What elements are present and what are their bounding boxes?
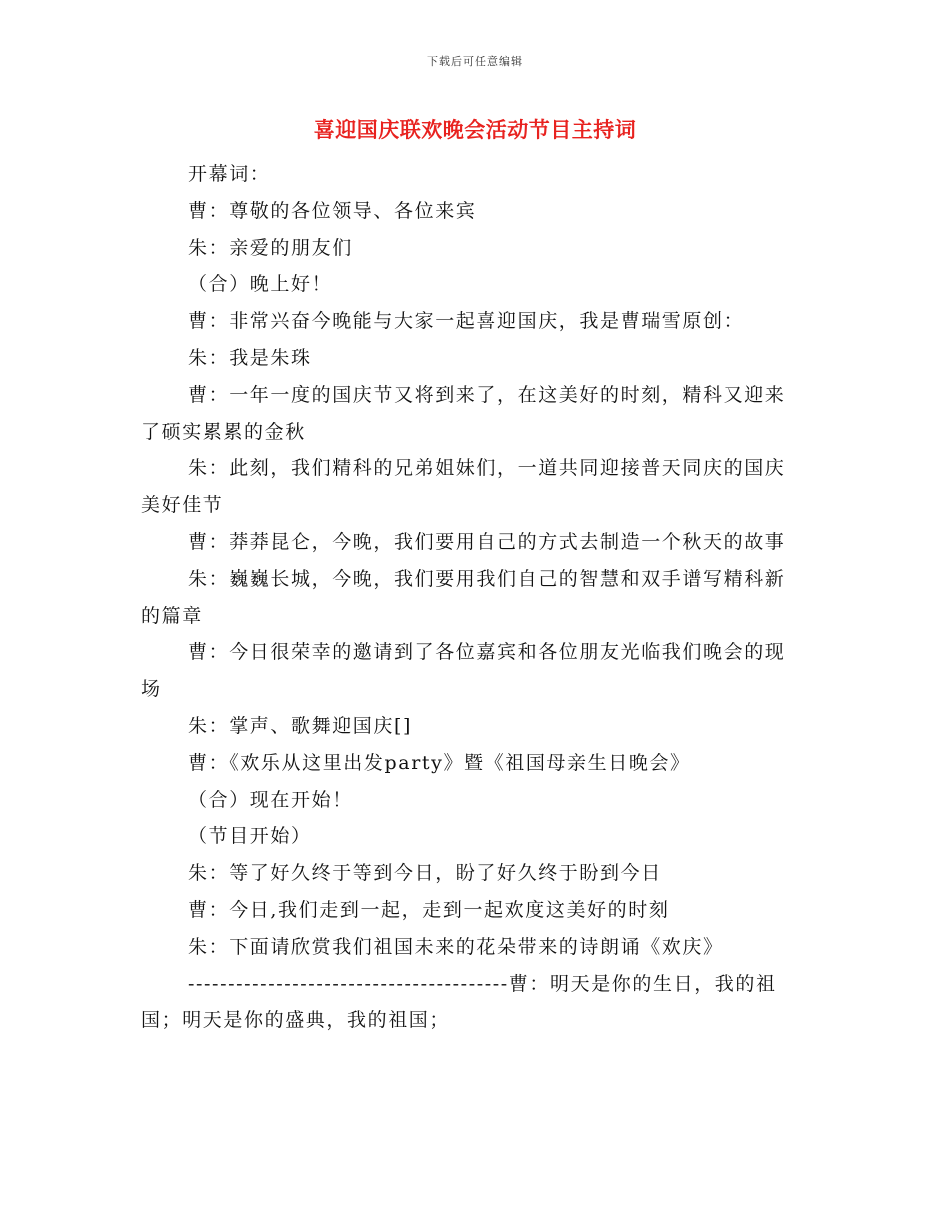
paragraph: 曹：一年一度的国庆节又将到来了，在这美好的时刻，精科又迎来了硕实累累的金秋 bbox=[141, 383, 786, 443]
paragraph: 朱：亲爱的朋友们 bbox=[188, 236, 353, 259]
paragraph: 曹：莽莽昆仑，今晚，我们要用自己的方式去制造一个秋天的故事 bbox=[188, 530, 786, 553]
paragraph: ----------------------------------------曹：明天是你的生日，我的祖国；明天是你的盛典，我的祖国； bbox=[141, 972, 777, 1032]
paragraph: （合）晚上好！ bbox=[188, 273, 333, 296]
document-title: 喜迎国庆联欢晚会活动节目主持词 bbox=[313, 117, 637, 142]
paragraph: （合）现在开始！ bbox=[188, 788, 353, 811]
document-body bbox=[141, 156, 801, 1039]
paragraph: 曹：非常兴奋今晚能与大家一起喜迎国庆，我是曹瑞雪原创： bbox=[188, 310, 745, 333]
header-note: 下载后可任意编辑 bbox=[427, 55, 523, 68]
paragraph: 朱：下面请欣赏我们祖国未来的花朵带来的诗朗诵《欢庆》 bbox=[188, 935, 724, 958]
paragraph: 朱：巍巍长城，今晚，我们要用我们自己的智慧和双手谱写精科新的篇章 bbox=[141, 567, 786, 627]
paragraph: 朱：掌声、歌舞迎国庆[] bbox=[188, 714, 413, 737]
paragraph: 曹：今日,我们走到一起，走到一起欢度这美好的时刻 bbox=[188, 898, 670, 921]
paragraph: 朱：我是朱珠 bbox=[188, 346, 312, 369]
paragraph: 朱：此刻，我们精科的兄弟姐妹们，一道共同迎接普天同庆的国庆美好佳节 bbox=[141, 457, 786, 517]
paragraph: 曹：今日很荣幸的邀请到了各位嘉宾和各位朋友光临我们晚会的现场 bbox=[141, 641, 786, 701]
paragraph: 曹：《欢乐从这里出发party》暨《祖国母亲生日晚会》 bbox=[188, 751, 691, 774]
paragraph: 朱：等了好久终于等到今日，盼了好久终于盼到今日 bbox=[188, 862, 662, 885]
paragraph: 曹：尊敬的各位领导、各位来宾 bbox=[188, 199, 477, 222]
paragraph: 开幕词： bbox=[188, 163, 271, 185]
paragraph: （节目开始） bbox=[188, 825, 312, 848]
